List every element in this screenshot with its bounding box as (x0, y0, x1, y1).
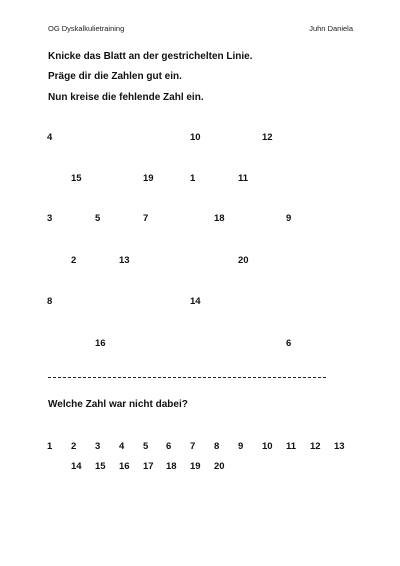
grid-number: 14 (190, 296, 201, 307)
instruction-circle: Nun kreise die fehlende Zahl ein. (48, 92, 204, 103)
grid-number: 3 (47, 213, 53, 224)
answer-option[interactable]: 8 (214, 441, 220, 452)
answer-option[interactable]: 7 (190, 441, 196, 452)
fold-line (48, 377, 326, 378)
answer-option[interactable]: 12 (310, 441, 321, 452)
answer-option[interactable]: 17 (143, 461, 154, 472)
grid-number: 2 (71, 255, 77, 266)
answer-option[interactable]: 18 (166, 461, 177, 472)
grid-number: 18 (214, 213, 225, 224)
answer-option[interactable]: 5 (143, 441, 149, 452)
question-text: Welche Zahl war nicht dabei? (48, 399, 188, 410)
grid-number: 8 (47, 296, 53, 307)
grid-number: 12 (262, 132, 273, 143)
answer-option[interactable]: 15 (95, 461, 106, 472)
instruction-fold: Knicke das Blatt an der gestrichelten Linie. (48, 51, 253, 62)
answer-option[interactable]: 9 (238, 441, 244, 452)
answer-option[interactable]: 16 (119, 461, 130, 472)
instruction-memorize: Präge dir die Zahlen gut ein. (48, 71, 182, 82)
answer-option[interactable]: 2 (71, 441, 77, 452)
answer-option[interactable]: 19 (190, 461, 201, 472)
answer-option[interactable]: 20 (214, 461, 225, 472)
answer-option[interactable]: 3 (95, 441, 101, 452)
answer-option[interactable]: 1 (47, 441, 53, 452)
answer-option[interactable]: 4 (119, 441, 125, 452)
answer-option[interactable]: 6 (166, 441, 172, 452)
grid-number: 19 (143, 173, 154, 184)
grid-number: 15 (71, 173, 82, 184)
answer-option[interactable]: 13 (334, 441, 345, 452)
grid-number: 20 (238, 255, 249, 266)
grid-number: 6 (286, 338, 292, 349)
grid-number: 4 (47, 132, 53, 143)
grid-number: 7 (143, 213, 149, 224)
grid-number: 16 (95, 338, 106, 349)
grid-number: 5 (95, 213, 101, 224)
grid-number: 10 (190, 132, 201, 143)
grid-number: 1 (190, 173, 196, 184)
answer-option[interactable]: 14 (71, 461, 82, 472)
answer-option[interactable]: 10 (262, 441, 273, 452)
grid-number: 9 (286, 213, 292, 224)
grid-number: 11 (238, 173, 249, 184)
grid-number: 13 (119, 255, 130, 266)
header-right: Juhn Daniela (309, 24, 353, 33)
answer-option[interactable]: 11 (286, 441, 297, 452)
header-left: OG Dyskalkulietraining (48, 24, 125, 33)
